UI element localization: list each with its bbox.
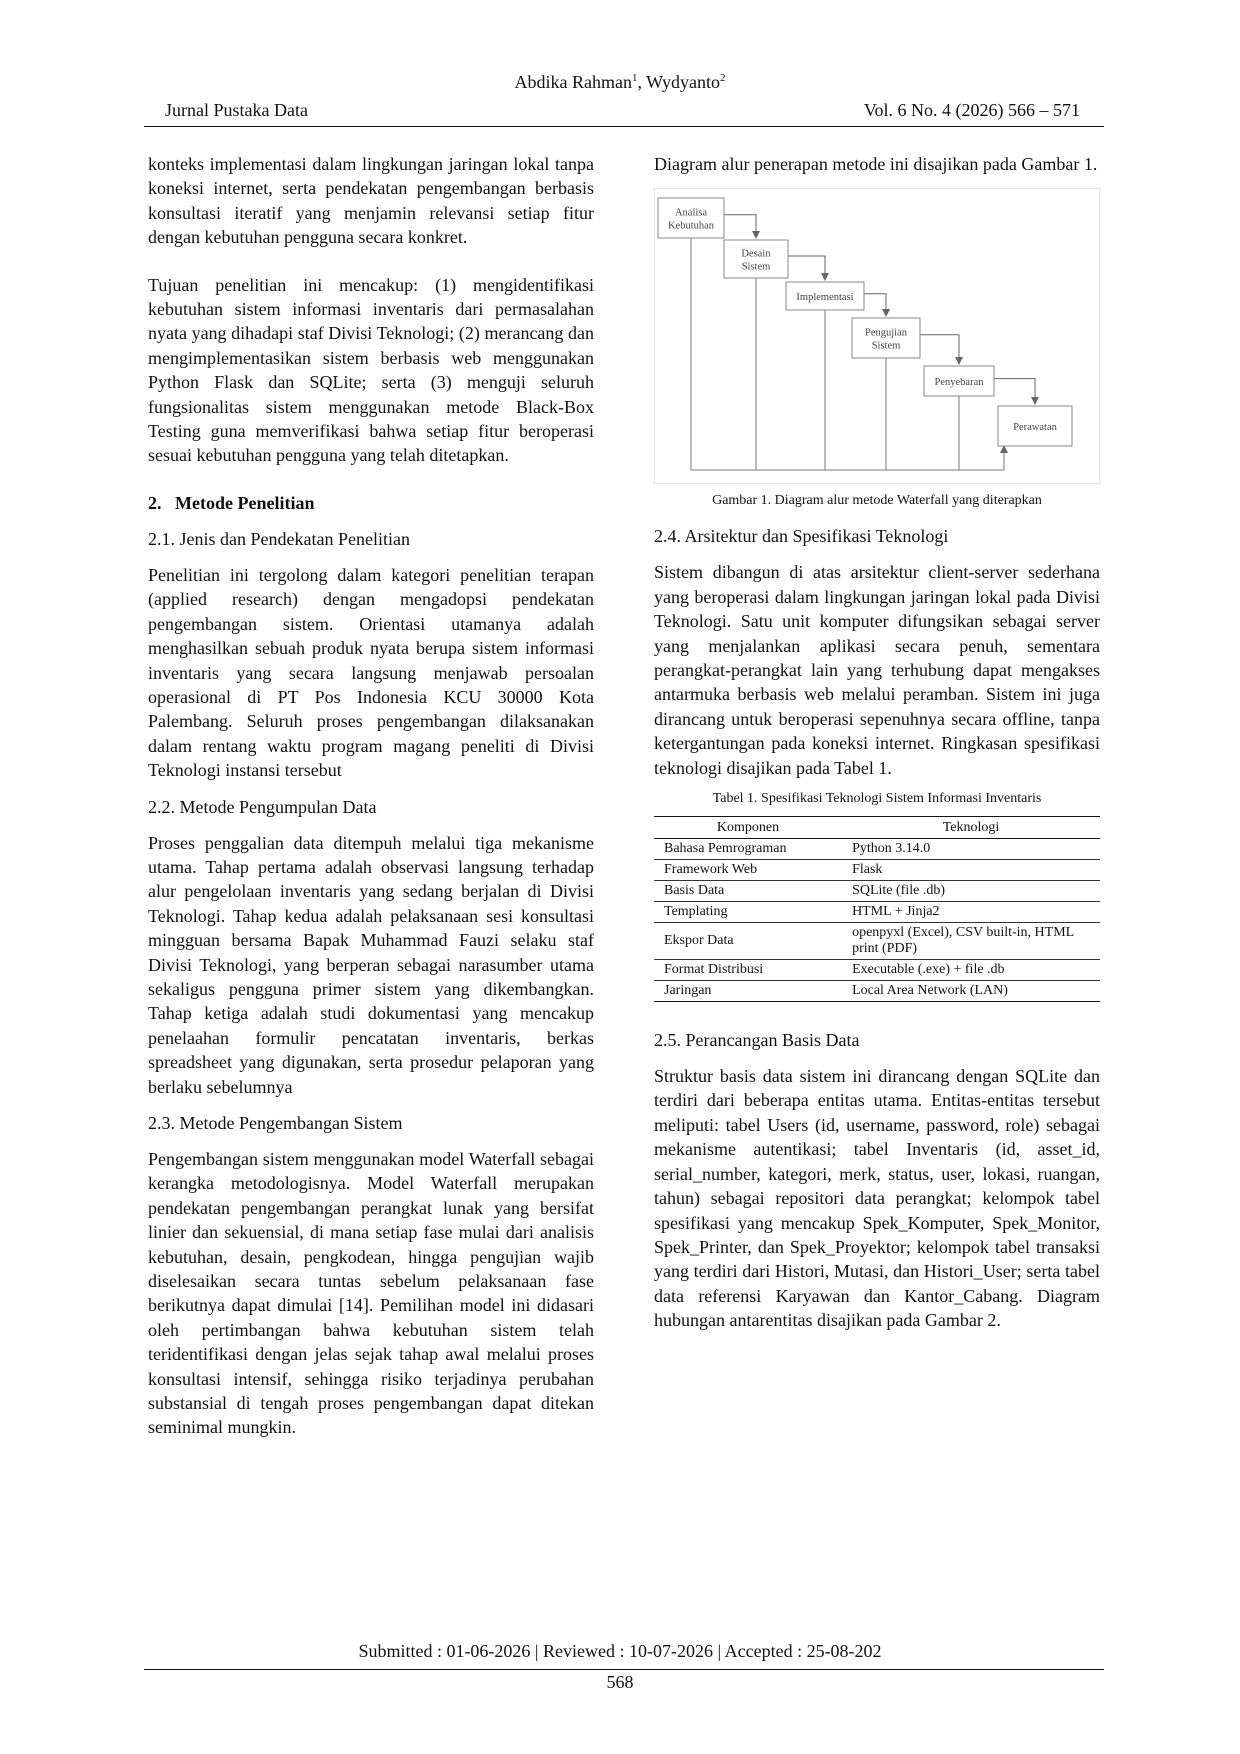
journal-name: Jurnal Pustaka Data: [165, 100, 308, 120]
author-1-affil: 1: [631, 72, 638, 84]
header-rule: [144, 126, 1104, 127]
table-header-cell: Teknologi: [842, 817, 1100, 839]
table-cell: Flask: [842, 860, 1100, 881]
table-cell: Ekspor Data: [654, 923, 842, 960]
section-heading: 2. Metode Penelitian: [148, 492, 315, 513]
paragraph: Pengembangan sistem menggunakan model Waterfall sebagai kerangka metodologisnya. Model Waterfall merupakan pendekatan pengembangan perangkat lunak yang bersifat linier dan sekuensial, di mana setiap fase mulai dari analisis kebutuhan, desain, pengkodean, hingga pengujian wajib diselesaikan secara tuntas sebelum pelaksanaan fase berikutnya dapat dimulai [14]. Pemilihan model ini didasari oleh pertimbangan bahwa kebutuhan sistem telah teridentifikasi dengan jelas sejak tahap awal melalui proses konsultasi intensif, sehingga risiko terjadinya perubahan substansial di tengah proses pengembangan dapat ditekan seminimal mungkin.: [148, 1149, 594, 1438]
flow-arrow: [920, 335, 959, 364]
table-row: [654, 860, 1100, 881]
paragraph: Penelitian ini tergolong dalam kategori penelitian terapan (applied research) dengan mengadopsi pendekatan pengembangan sistem. Orientasi utamanya adalah menghasilkan sebuah produk nyata berupa sistem informasi inventaris yang secara langsung menjawab persoalan operasional di PT Pos Indonesia KCU 30000 Kota Palembang. Seluruh proses pengembangan dilaksanakan dalam rentang waktu program magang peneliti di Divisi Teknologi instansi tersebut: [148, 564, 594, 781]
right-column: [654, 152, 1100, 1333]
subsection-heading: 2.3. Metode Pengembangan Sistem: [148, 1113, 403, 1133]
table-cell: Bahasa Pemrograman: [654, 839, 842, 860]
phase-label: Penyebaran: [934, 377, 984, 389]
table-cell: SQLite (file .db): [842, 881, 1100, 902]
table-cell: Jaringan: [654, 981, 842, 1002]
author-1: Abdika Rahman: [514, 72, 632, 92]
spec-table: [654, 816, 1100, 1002]
left-column: [148, 152, 594, 1440]
table-row: [654, 981, 1100, 1002]
table-cell: Executable (.exe) + file .db: [842, 960, 1100, 981]
page-number: 568: [606, 1672, 634, 1692]
flow-arrow: [788, 256, 825, 280]
paragraph: konteks implementasi dalam lingkungan jaringan lokal tanpa koneksi internet, serta pendekatan pengembangan berbasis konsultasi iteratif yang menjamin relevansi setiap fitur dengan kebutuhan pengguna secara konkret.: [148, 154, 594, 248]
table-header-cell: Komponen: [654, 817, 842, 839]
subsection-heading: 2.5. Perancangan Basis Data: [654, 1030, 860, 1051]
table-cell: Basis Data: [654, 881, 842, 902]
table-cell: Python 3.14.0: [842, 839, 1100, 860]
volume-info: Vol. 6 No. 4 (2026) 566 – 571: [863, 100, 1080, 120]
waterfall-diagram: [654, 188, 1100, 484]
phase-label: Desain: [741, 248, 771, 260]
flow-arrow: [994, 379, 1035, 404]
phase-label: Analisa: [674, 207, 708, 219]
paragraph: Sistem dibangun di atas arsitektur client-server sederhana yang beroperasi dalam lingkungan jaringan lokal pada Divisi Teknologi. Satu unit komputer difungsikan sebagai server yang menjalankan aplikasi secara penuh, sementara perangkat-perangkat lain yang terhubung dapat mengakses antarmuka berbasis web melalui peramban. Sistem ini juga dirancang untuk beroperasi sepenuhnya secara offline, tanpa ketergantungan pada koneksi internet. Ringkasan spesifikasi teknologi disajikan pada Tabel 1.: [654, 562, 1100, 778]
table-cell: Templating: [654, 902, 842, 923]
phase-label: Pengujian: [865, 327, 907, 339]
footer-rule: [144, 1669, 1104, 1670]
table-caption: Tabel 1. Spesifikasi Teknologi Sistem Informasi Inventaris: [712, 791, 1042, 807]
table-header-row: [654, 817, 1100, 839]
phase-label: Sistem: [871, 340, 901, 352]
table-cell: openpyxl (Excel), CSV built-in, HTML print (PDF): [842, 923, 1100, 960]
table-row: [654, 902, 1100, 923]
phase-label: Kebutuhan: [667, 220, 715, 232]
paragraph: Tujuan penelitian ini mencakup: (1) mengidentifikasi kebutuhan sistem informasi inventaris dari permasalahan nyata yang dihadapi staf Divisi Teknologi; (2) merancang dan mengimplementasikan sistem berbasis web menggunakan Python Flask dan SQLite; serta (3) menguji seluruh fungsionalitas sistem menggunakan metode Black-Box Testing guna memverifikasi bahwa setiap fitur beroperasi sesuai kebutuhan pengguna yang telah ditetapkan.: [148, 274, 594, 466]
phase-label: Perawatan: [1013, 422, 1057, 434]
subsection-heading: 2.1. Jenis dan Pendekatan Penelitian: [148, 528, 410, 549]
subsection-heading: 2.4. Arsitektur dan Spesifikasi Teknologi: [654, 526, 949, 547]
paragraph: Proses penggalian data ditempuh melalui tiga mekanisme utama. Tahap pertama adalah observasi langsung terhadap alur pengelolaan inventaris yang sedang berjalan di Divisi Teknologi. Tahap kedua adalah pelaksanaan sesi konsultasi mingguan bersama Bapak Muhammad Fauzi selaku staf Divisi Teknologi, yang berperan sebagai narasumber utama sekaligus pengguna primer sistem yang dikembangkan. Tahap ketiga adalah studi dokumentasi yang mencakup penelaahan formulir pencatatan inventaris, berkas spreadsheet yang digunakan, serta prosedur pelaporan yang berlaku sebelumnya: [148, 832, 594, 1097]
table-row: [654, 923, 1100, 960]
author-2: , Wydyanto: [637, 72, 721, 92]
phase-label: Sistem: [741, 261, 771, 273]
table-cell: Format Distribusi: [654, 960, 842, 981]
submission-dates: Submitted : 01-06-2026 | Reviewed : 10-07-2026 | Accepted : 25-08-202: [358, 1641, 882, 1661]
table-row: [654, 881, 1100, 902]
author-2-affil: 2: [720, 72, 726, 84]
table-row: [654, 960, 1100, 981]
table-cell: Local Area Network (LAN): [842, 981, 1100, 1002]
table-row: [654, 839, 1100, 860]
table-cell: HTML + Jinja2: [842, 902, 1100, 923]
figure-caption: Gambar 1. Diagram alur metode Waterfall yang diterapkan: [712, 493, 1042, 509]
paragraph: Diagram alur penerapan metode ini disajikan pada Gambar 1.: [654, 154, 1098, 174]
running-header-authors: [0, 72, 1240, 93]
phase-label: Implementasi: [796, 292, 854, 304]
table-cell: Framework Web: [654, 860, 842, 881]
subsection-heading: 2.2. Metode Pengumpulan Data: [148, 796, 377, 817]
flow-arrow: [724, 215, 756, 238]
paragraph: Struktur basis data sistem ini dirancang dengan SQLite dan terdiri dari beberapa entitas utama. Entitas-entitas tersebut meliputi: tabel Users (id, username, password, role) sebagai mekanisme autentikasi; tabel Inventaris (id, asset_id, serial_number, kategori, merk, status, user, lokasi, ruangan, tahun) sebagai repositori data perangkat; kelompok tabel spesifikasi yang mencakup Spek_Komputer, Spek_Monitor, Spek_Printer, dan Spek_Proyektor; kelompok tabel transaksi yang terdiri dari Histori, Mutasi, dan Histori_User; serta tabel data referensi Karyawan dan Kantor_Cabang. Diagram hubungan antarentitas disajikan pada Gambar 2.: [654, 1066, 1100, 1331]
waterfall-diagram-svg: [654, 188, 1100, 484]
flow-arrow: [864, 294, 886, 316]
